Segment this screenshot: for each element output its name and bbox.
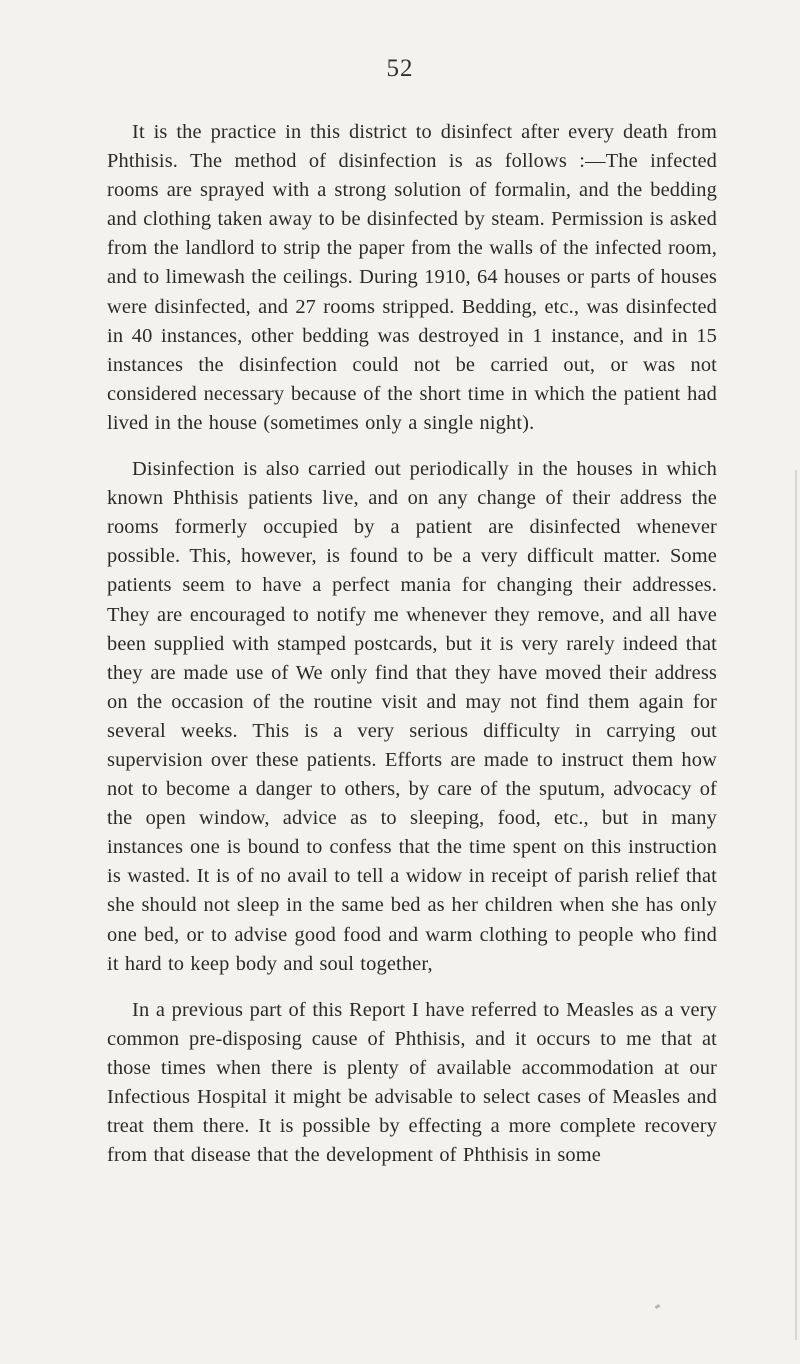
paragraph-disinfection-after-death: It is the practice in this district to disinfect after every death from Phthisis. The method of disinfection is as follows :—The infected rooms are sprayed with a strong solution of formalin, and the bedding and clothing taken away to be disinfected by steam. Permission is asked from the landlord to strip the paper from the walls of the infected room, and to limewash the ceilings. During 1910, 64 houses or parts of houses were disinfected, and 27 rooms stripped. Bedding, etc., was disinfected in 40 instances, other bedding was destroyed in 1 instance, and in 15 instances the disinfection could not be carried out, or was not considered necessary because of the short time in which the patient had lived in the house (sometimes only a single night).: [107, 121, 717, 434]
page-edge-shadow: [795, 470, 797, 1340]
body-text: [107, 118, 717, 1170]
paragraph-measles-hospital: In a previous part of this Report I have referred to Measles as a very common pre-disposing cause of Phthisis, and it occurs to me that at those times when there is plenty of available accommodation at our Infectious Hospital it might be advisable to select cases of Measles and treat them there. It is possible by effecting a more complete recovery from that disease that the development of Phthisis in some: [107, 998, 717, 1167]
ink-smudge: [655, 1304, 661, 1309]
page-number: 52: [386, 55, 414, 82]
paragraph-periodic-disinfection: Disinfection is also carried out periodically in the houses in which known Phthisis patients live, and on any change of their address the rooms formerly occupied by a patient are disinfected whenever possible. This, however, is found to be a very difficult matter. Some patients seem to have a perfect mania for changing their addresses. They are encouraged to notify me whenever they remove, and all have been supplied with stamped postcards, but it is very rarely indeed that they are made use of We only find that they have moved their address on the occasion of the routine visit and may not find them again for several weeks. This is a very serious difficulty in carrying out supervision over these patients. Efforts are made to instruct them how not to become a danger to others, by care of the sputum, advocacy of the open window, advice as to sleeping, food, etc., but in many instances one is bound to confess that the time spent on this instruction is wasted. It is of no avail to tell a widow in receipt of parish relief that she should not sleep in the same bed as her children when she has only one bed, or to advise good food and warm clothing to people who find it hard to keep body and soul together,: [107, 458, 717, 975]
